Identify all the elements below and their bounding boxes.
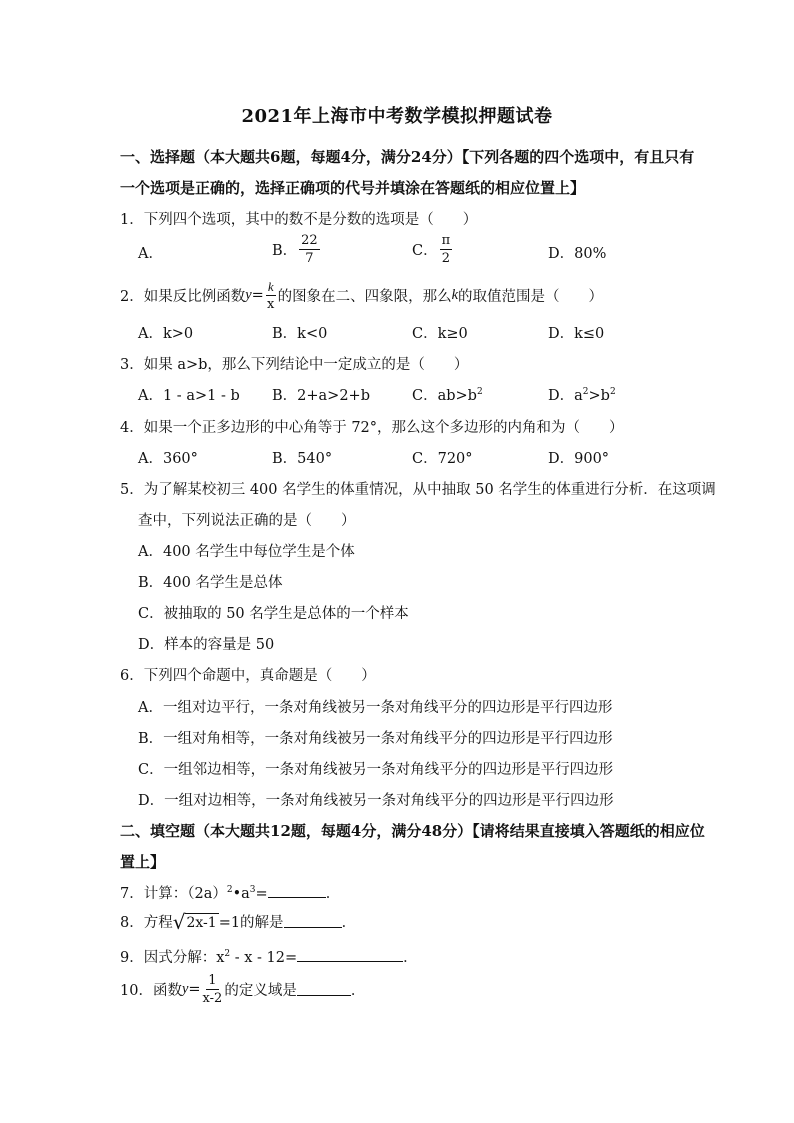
q2-option-c: C．k≥0: [412, 326, 468, 342]
q7-answer-blank: [268, 885, 326, 898]
section2-heading-line1: 二、填空题（本大题共12题，每题4分，满分48分）【请将结果直接填入答题纸的相应位: [120, 822, 705, 840]
q4-stem: 4．如果一个正多边形的中心角等于 72°，那么这个多边形的内角和为（ ）: [120, 420, 624, 436]
q3-option-b: B．2+a>2+b: [272, 388, 370, 404]
q5-option-d: D．样本的容量是 50: [138, 637, 275, 653]
q8: 8．方程 √ 2x-1 =1的解是 ．: [120, 909, 357, 934]
q2-stem: 2．如果反比例函数y= $\frac{k}{x}$ 的图象在二、四象限，那么k的取值范围是（ ）: [120, 279, 604, 312]
q6-stem: 6．下列四个命题中，真命题是（ ）: [120, 668, 376, 684]
q5-option-b: B．400 名学生是总体: [138, 575, 283, 591]
q7: 7．计算：$(2a)^2•a^3=$ ．: [120, 885, 341, 902]
q6-option-b: B．一组对角相等，一条对角线被另一条对角线平分的四边形是平行四边形: [138, 731, 613, 747]
q4-option-a: A．360°: [138, 451, 198, 467]
q5-stem-line1: 5．为了解某校初三 400 名学生的体重情况，从中抽取 50 名学生的体重进行分析．在这项调: [120, 482, 716, 498]
q4-option-d: D．900°: [548, 451, 610, 467]
q4-option-b: B．540°: [272, 451, 333, 467]
q5-stem-line2: 查中，下列说法正确的是（ ）: [138, 513, 356, 529]
q6-option-c: C．一组邻边相等，一条对角线被另一条对角线平分的四边形是平行四边形: [138, 762, 614, 778]
q3-option-a: A．1 - a>1 - b: [138, 388, 240, 404]
section1-heading-line1: 一、选择题（本大题共6题，每题4分，满分24分）【下列各题的四个选项中，有且只有: [120, 148, 695, 166]
q2-option-b: B．k<0: [272, 326, 328, 342]
q3-stem: 3．如果 a>b，那么下列结论中一定成立的是（ ）: [120, 357, 469, 373]
q1-option-c: C． $\frac{\pi}{2}$: [412, 233, 451, 266]
q5-option-a: A．400 名学生中每位学生是个体: [138, 544, 355, 560]
section1-heading-line2: 一个选项是正确的，选择正确项的代号并填涂在答题纸的相应位置上】: [120, 179, 586, 197]
q9-answer-blank: [297, 949, 403, 962]
q10-answer-blank: [297, 983, 351, 996]
q10: 10．函数y= $\frac{1}{x-2}$ 的定义域是 ．: [120, 973, 366, 1006]
q9: 9．因式分解：$x^2 - x - 12=$ ．: [120, 949, 418, 966]
q6-option-d: D．一组对边相等，一条对角线被另一条对角线平分的四边形是平行四边形: [138, 793, 614, 809]
q6-option-a: A．一组对边平行，一条对角线被另一条对角线平分的四边形是平行四边形: [138, 700, 613, 716]
page-title: 2021年上海市中考数学模拟押题试卷: [241, 106, 553, 127]
q3-option-c: C．$ab>b^2$: [412, 387, 483, 404]
q1-option-b: B． $\frac{22}{7}$: [272, 233, 318, 266]
q1-stem: 1．下列四个选项，其中的数不是分数的选项是（ ）: [120, 212, 478, 228]
q2-option-a: A．k>0: [138, 326, 194, 342]
q3-option-d: D．$a^2>b^2$: [548, 387, 616, 404]
q8-answer-blank: [284, 915, 342, 928]
q1-option-a: A．: [138, 246, 163, 262]
section2-heading-line2: 置上】: [120, 853, 166, 871]
q1-option-d: D．80%: [548, 246, 607, 262]
q4-option-c: C．720°: [412, 451, 473, 467]
q5-option-c: C．被抽取的 50 名学生是总体的一个样本: [138, 606, 409, 622]
q2-option-d: D．k≤0: [548, 326, 605, 342]
